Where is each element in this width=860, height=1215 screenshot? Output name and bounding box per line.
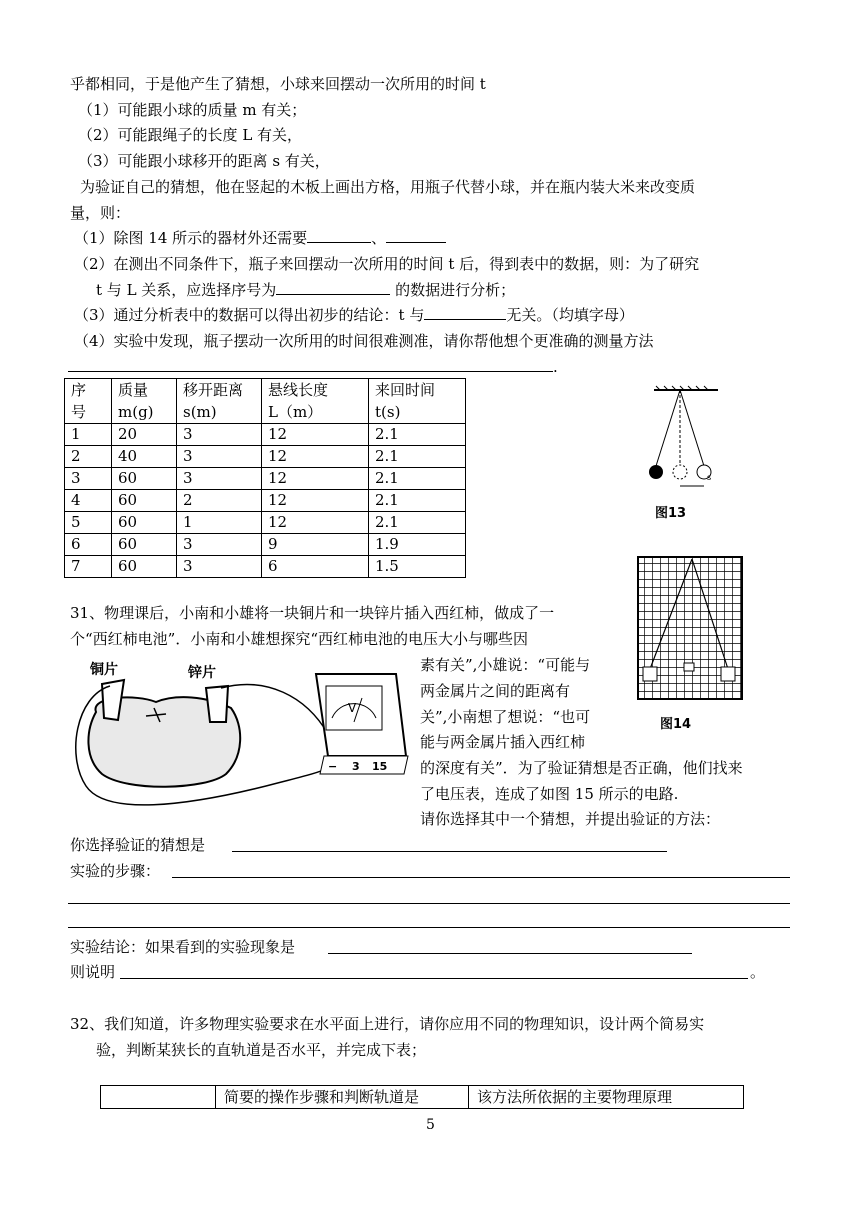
table-row: 4 60 2 12 2.1 [65,490,466,512]
q31-line: 素有关”,小雄说：“可能与 [420,656,591,674]
hypothesis-1: （1）可能跟小球的质量 m 有关； [78,101,307,119]
then-label: 则说明 [70,963,116,981]
q32-line: 验，判断某狭长的直轨道是否水平，并完成下表； [96,1041,427,1059]
question-4-cont: . [68,356,558,378]
answer-line[interactable] [68,903,790,904]
steps-label: 实验的步骤： [70,862,161,880]
table-row: 7 60 3 6 1.5 [65,556,466,578]
table-header: 简要的操作步骤和判断轨道是 [216,1086,469,1109]
question-2-cont: t 与 L 关系，应选择序号为 的数据进行分析； [96,281,516,299]
fig13-caption: 图13 [655,506,687,521]
q31-line: 能与两金属片插入西红柿 [420,733,586,751]
fig14-caption: 图14 [660,717,692,732]
question-2: （2）在测出不同条件下，瓶子来回摆动一次所用的时间 t 后，得到表中的数据，则：为了研究 [74,255,700,273]
hypothesis-2: （2）可能跟绳子的长度 L 有关， [78,126,303,144]
table-row: 3 60 3 12 2.1 [65,468,466,490]
table-row: 1 20 3 12 2.1 [65,424,466,446]
q32-line: 32、我们知道，许多物理实验要求在水平面上进行，请你应用不同的物理知识，设计两个简易实 [70,1015,705,1033]
answer-line[interactable] [232,851,667,852]
q31-line: 请你选择其中一个猜想，并提出验证的方法： [420,810,721,828]
q31-line: 了电压表，连成了如图 15 所示的电路. [420,785,679,803]
q31-line: 两金属片之间的距离有 [420,682,571,700]
table-row: 5 60 1 12 2.1 [65,512,466,534]
answer-line[interactable] [120,978,748,979]
table-header: 悬线长度 L（m） [262,379,369,424]
page-number: 5 [426,1117,435,1133]
terminal-3: 3 [352,760,360,773]
pendulum-figure [640,382,730,512]
answer-blank[interactable] [68,356,553,372]
chosen-hypothesis-label: 你选择验证的猜想是 [70,836,206,854]
q31-line: 的深度有关”．为了验证猜想是否正确，他们找来 [420,759,743,777]
voltmeter-dial: V [348,701,357,715]
table-header: 来回时间 t(s) [369,379,466,424]
table-header: 序 号 [65,379,112,424]
answer-blank[interactable] [276,279,390,295]
data-table [64,378,466,578]
conclusion-label: 实验结论：如果看到的实验现象是 [70,938,296,956]
q31-line: 关”,小南想了想说：“也可 [420,708,591,726]
answer-blank[interactable] [386,227,446,243]
table-header: 该方法所依据的主要物理原理 [469,1086,744,1109]
table-header: 移开距离 s(m) [177,379,262,424]
copper-label: 铜片 [90,662,118,678]
fig13-mark: s [707,473,712,482]
question-4: （4）实验中发现，瓶子摆动一次所用的时间很难测准，请你帮他想个更准确的测量方法 [74,332,654,350]
question-3: （3）通过分析表中的数据可以得出初步的结论：t 与 无关。（均填字母） [74,306,634,324]
q31-line: 个“西红柿电池”．小南和小雄想探究“西红柿电池的电压大小与哪些因 [70,630,529,648]
intro-line: 乎都相同，于是他产生了猜想，小球来回摆动一次所用的时间 t [70,75,486,93]
terminal-neg: − [328,760,338,773]
verify-paragraph-end: 量，则： [70,204,131,222]
period: 。 [750,963,766,981]
grid-board-figure [636,555,746,707]
question-1: （1）除图 14 所示的器材外还需要 、 [74,227,446,249]
table-header-row [101,1086,744,1109]
verify-paragraph: 为验证自己的猜想，他在竖起的木板上画出方格，用瓶子代替小球，并在瓶内装大米来改变质 [80,178,696,196]
answer-blank[interactable] [424,304,506,320]
terminal-15: 15 [372,760,388,773]
table-header [101,1086,216,1109]
q31-line: 31、物理课后，小南和小雄将一块铜片和一块锌片插入西红柿，做成了一 [70,604,555,622]
table-header: 质量 m(g) [112,379,177,424]
hypothesis-3: （3）可能跟小球移开的距离 s 有关， [78,152,330,170]
experiment-table [100,1085,744,1109]
answer-line[interactable] [328,953,692,954]
answer-line[interactable] [172,877,790,878]
answer-line[interactable] [68,927,790,928]
table-row: 6 60 3 9 1.9 [65,534,466,556]
table-header-row [65,379,466,424]
answer-blank[interactable] [307,227,371,243]
zinc-label: 锌片 [188,665,216,681]
table-row: 2 40 3 12 2.1 [65,446,466,468]
